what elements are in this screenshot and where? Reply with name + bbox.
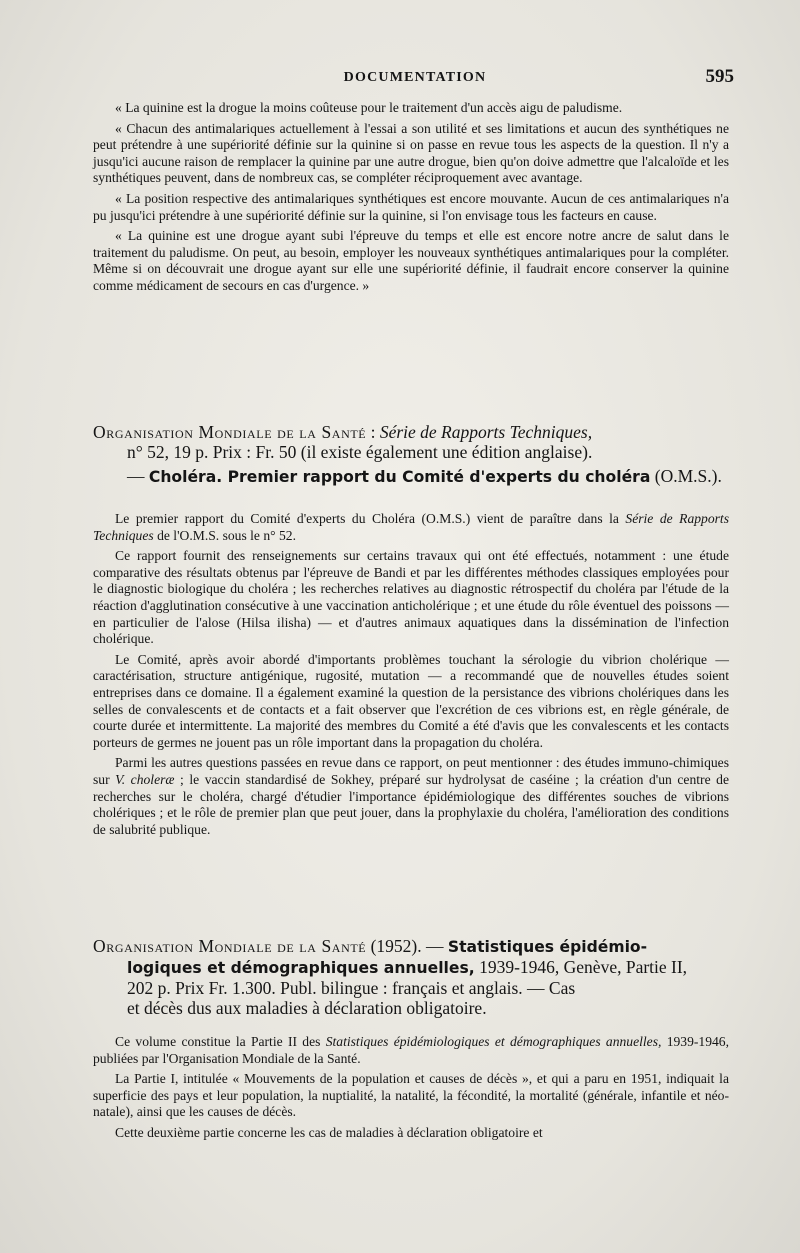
- heading-line-3: 202 p. Prix Fr. 1.300. Publ. bilingue : français et anglais. — Cas: [127, 978, 576, 998]
- body-paragraph: Cette deuxième partie concerne les cas de maladies à déclaration obligatoire et: [115, 1124, 543, 1140]
- body-paragraph: [93, 511, 729, 544]
- cholera-entry-heading: [93, 422, 733, 487]
- body-paragraph: [93, 755, 729, 838]
- italic-text: Série de Rapports Techniques: [93, 511, 729, 543]
- quote-paragraph: « La quinine est une drogue ayant subi l'épreuve du temps et elle est encore notre ancre de salut dans le traitement du paludisme. On peut, au besoin, employer les nouveaux synthétiques antimalariques pour la compléter. Même si on découvrait une drogue ayant sur elle une supériorité définie, il faudrait encore conserver la quinine comme médicament de secours en cas d'urgence. »: [93, 228, 729, 293]
- org-name: Organisation Mondiale de la Santé: [93, 936, 367, 956]
- heading-line-4: et décès dus aux maladies à déclaration obligatoire.: [127, 998, 487, 1018]
- series-title: Série de Rapports Techniques,: [379, 422, 593, 442]
- report-title: Choléra. Premier rapport du Comité d'experts du choléra: [148, 468, 651, 486]
- heading-year: (1952). —: [366, 936, 448, 956]
- heading-tail: (O.M.S.).: [650, 466, 722, 486]
- body-paragraph: Ce rapport fournit des renseignements sur certains travaux qui ont été effectués, notamment : une étude comparative des résultats obtenus par l'épreuve de Bandi et par les différentes méthodes classiques employées pour le diagnostic biologique du choléra ; les recherches relatives au diagnostic rétrospectif du choléra par l'étude de la réaction d'agglutination consécutive à une vaccination anticholérique ; et une étude du rôle éventuel des poissons — en particulier de l'alose (Hilsa ilisha) — et d'autres animaux aquatiques dans la dissémination de l'infection cholérique.: [93, 548, 729, 647]
- italic-text: Statistiques épidémiologiques et démographiques annuelles,: [325, 1034, 662, 1049]
- body-paragraph: [93, 1034, 729, 1067]
- text-run: 1939-1946, publiées par l'Organisation Mondiale de la Santé.: [93, 1034, 730, 1066]
- org-name: Organisation Mondiale de la Santé: [93, 422, 367, 442]
- text-run: Parmi les autres questions passées en revue dans ce rapport, on peut mentionner : des études immuno-chimiques sur: [93, 755, 729, 787]
- stats-title-a: Statistiques épidémio-: [447, 938, 648, 956]
- heading-line-2-tail: 1939-1946, Genève, Partie II,: [474, 957, 688, 977]
- cholera-entry-body: [93, 511, 729, 838]
- quote-paragraph: « Chacun des antimalariques actuellement à l'essai a son utilité et ses limitations et aucun des synthétiques ne peut prétendre à une supériorité définie sur la quinine si on passe en revue tous les aspects de la question. Il n'y a jusqu'ici aucune raison de remplacer la quinine par une autre drogue, bien qu'on doive admettre que l'alcaloïde et les synthétiques peuvent, dans de nombreux cas, se compléter réciproquement avec avantage.: [93, 120, 729, 186]
- heading-dash: —: [127, 466, 149, 486]
- statistics-entry-heading: [93, 936, 733, 1018]
- italic-text: V. choleræ: [115, 771, 175, 787]
- text-run: Le premier rapport du Comité d'experts du Choléra (O.M.S.) vient de paraître dans la: [115, 511, 626, 526]
- page-number: 595: [705, 66, 734, 87]
- quote-paragraph: « La position respective des antimalariques synthétiques est encore mouvante. Aucun de ces antimalariques n'a pu jusqu'ici prétendre à une supériorité définie sur la quinine, si l'on envisage tous les facteurs en cause.: [93, 190, 729, 223]
- statistics-entry-body: [93, 1034, 729, 1142]
- quote-paragraph: « La quinine est la drogue la moins coûteuse pour le traitement d'un accès aigu de paludisme.: [115, 100, 623, 115]
- running-title: DOCUMENTATION: [343, 70, 487, 85]
- body-paragraph: Le Comité, après avoir abordé d'importants problèmes touchant la sérologie du vibrion cholérique — caractérisation, structure antigénique, rugosité, mutation — a recommandé que de nouvelles études soient entreprises dans ce domaine. Il a également examiné la question de la persistance des vibrions cholériques dans les selles de convalescents et de contacts et a fait observer que l'excrétion de ces vibrions est, en règle générale, de courte durée et intermittente. La majorité des membres du Comité a été d'avis que les convalescents et les contacts porteurs de germes ne jouent pas un rôle important dans la propagation du choléra.: [93, 651, 729, 750]
- running-head: [90, 66, 740, 90]
- text-run: de l'O.M.S. sous le n° 52.: [153, 527, 296, 543]
- text-run: ; le vaccin standardisé de Sokhey, préparé sur hydrolysat de caséine ; la création d'un centre de recherches sur le choléra, chargé d'étudier l'importance épidémiologique des différentes souches de vibrions cholériques ; et le rôle de premier plan que peut jouer, dans la prophylaxie du choléra, l'amélioration des conditions de salubrité publique.: [93, 771, 729, 837]
- heading-separator: :: [366, 422, 380, 442]
- heading-line-2: n° 52, 19 p. Prix : Fr. 50 (il existe également une édition anglaise).: [127, 442, 593, 462]
- quinine-quotes-section: [93, 100, 729, 295]
- text-run: Ce volume constitue la Partie II des: [115, 1034, 326, 1049]
- body-paragraph: La Partie I, intitulée « Mouvements de la population et causes de décès », et qui a paru en 1951, indiquait la superficie des pays et leur population, la nuptialité, la natalité, la fécondité, la mortalité (générale, infantile et néo-natale), ainsi que les causes de décès.: [93, 1071, 729, 1120]
- stats-title-b: logiques et démographiques annuelles,: [127, 959, 475, 977]
